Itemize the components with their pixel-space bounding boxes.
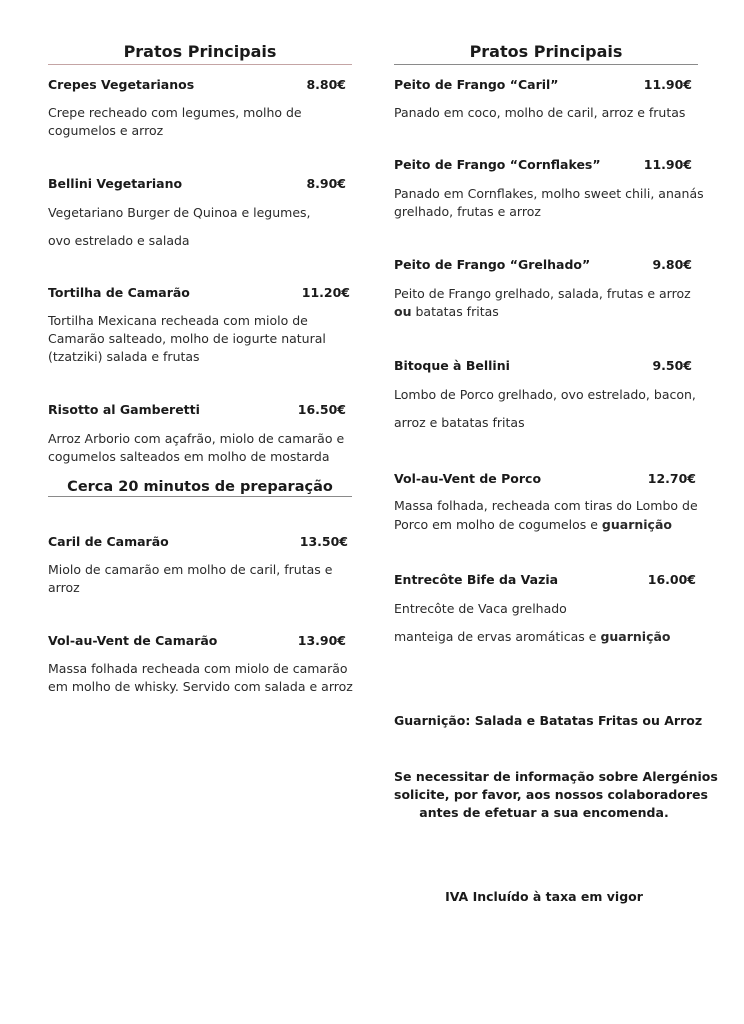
desc-text: Porco em molho de cogumelos e <box>394 517 602 532</box>
menu-item-price: 8.80€ <box>306 77 346 92</box>
menu-item-name: Tortilha de Camarão <box>48 285 190 300</box>
menu-item-name: Caril de Camarão <box>48 534 169 549</box>
menu-item-desc: Massa folhada, recheada com tiras do Lombo de <box>394 498 698 513</box>
menu-item-desc: Panado em Cornflakes, molho sweet chili, ananás <box>394 186 704 201</box>
menu-item-desc: Lombo de Porco grelhado, ovo estrelado, bacon, <box>394 387 696 402</box>
menu-item-price: 16.50€ <box>297 402 346 417</box>
allergen-note-line: Se necessitar de informação sobre Alergénios <box>394 769 718 784</box>
menu-item-price: 13.50€ <box>299 534 348 549</box>
allergen-note-line: solicite, por favor, aos nossos colaboradores <box>394 787 708 802</box>
vat-note: IVA Incluído à taxa em vigor <box>445 889 643 904</box>
prep-heading-rule <box>48 496 352 497</box>
menu-item-desc <box>394 303 694 321</box>
desc-text: manteiga de ervas aromáticas e <box>394 629 601 644</box>
left-section-title: Pratos Principais <box>123 42 277 61</box>
menu-item-desc: cogumelos e arroz <box>48 123 164 138</box>
menu-item-desc: Panado em coco, molho de caril, arroz e frutas <box>394 105 686 120</box>
menu-item-desc: Miolo de camarão em molho de caril, frutas e <box>48 562 333 577</box>
menu-item-name: Peito de Frango “Caril” <box>394 77 559 92</box>
menu-item-name: Peito de Frango “Grelhado” <box>394 257 591 272</box>
menu-item-desc: ovo estrelado e salada <box>48 233 190 248</box>
menu-item-desc: arroz e batatas fritas <box>394 415 525 430</box>
menu-item-desc: Entrecôte de Vaca grelhado <box>394 601 567 616</box>
menu-item-price: 12.70€ <box>647 471 696 486</box>
menu-item-name: Bellini Vegetariano <box>48 176 183 191</box>
menu-item-price: 11.90€ <box>643 157 692 172</box>
menu-item-desc <box>394 628 694 646</box>
menu-item-name: Vol-au-Vent de Porco <box>394 471 542 486</box>
menu-item-price: 9.80€ <box>652 257 692 272</box>
menu-item-desc: (tzatziki) salada e frutas <box>48 349 200 364</box>
menu-item-desc: cogumelos salteados em molho de mostarda <box>48 449 330 464</box>
garnish-note: Guarnição: Salada e Batatas Fritas ou Arroz <box>394 713 703 728</box>
menu-item-desc: grelhado, frutas e arroz <box>394 204 541 219</box>
right-section-title: Pratos Principais <box>469 42 623 61</box>
menu-item-desc: Camarão salteado, molho de iogurte natural <box>48 331 326 346</box>
menu-item-desc: Tortilha Mexicana recheada com miolo de <box>48 313 308 328</box>
menu-item-desc <box>394 516 694 534</box>
allergen-note-line: antes de efetuar a sua encomenda. <box>419 805 669 820</box>
menu-item-desc: arroz <box>48 580 80 595</box>
menu-item-name: Risotto al Gamberetti <box>48 402 200 417</box>
menu-item-price: 11.90€ <box>643 77 692 92</box>
menu-item-desc: Peito de Frango grelhado, salada, frutas e arroz <box>394 286 691 301</box>
menu-item-name: Entrecôte Bife da Vazia <box>394 572 559 587</box>
menu-item-name: Crepes Vegetarianos <box>48 77 195 92</box>
menu-item-price: 11.20€ <box>301 285 350 300</box>
bold-word: ou <box>394 304 412 319</box>
menu-item-desc: em molho de whisky. Servido com salada e arroz <box>48 679 353 694</box>
desc-tail: batatas fritas <box>411 304 499 319</box>
right-title-rule <box>394 64 698 65</box>
menu-item-name: Vol-au-Vent de Camarão <box>48 633 218 648</box>
menu-item-price: 8.90€ <box>306 176 346 191</box>
menu-item-price: 9.50€ <box>652 358 692 373</box>
menu-item-desc: Crepe recheado com legumes, molho de <box>48 105 302 120</box>
menu-item-desc: Massa folhada recheada com miolo de camarão <box>48 661 348 676</box>
menu-item-price: 16.00€ <box>647 572 696 587</box>
bold-word: guarnição <box>601 517 672 532</box>
menu-item-desc: Vegetariano Burger de Quinoa e legumes, <box>48 205 311 220</box>
menu-item-name: Peito de Frango “Cornflakes” <box>394 157 601 172</box>
menu-item-name: Bitoque à Bellini <box>394 358 510 373</box>
menu-item-desc: Arroz Arborio com açafrão, miolo de camarão e <box>48 431 345 446</box>
left-title-rule <box>48 64 352 65</box>
bold-word: guarnição <box>600 629 671 644</box>
menu-item-price: 13.90€ <box>297 633 346 648</box>
prep-time-heading: Cerca 20 minutos de preparação <box>67 479 333 495</box>
